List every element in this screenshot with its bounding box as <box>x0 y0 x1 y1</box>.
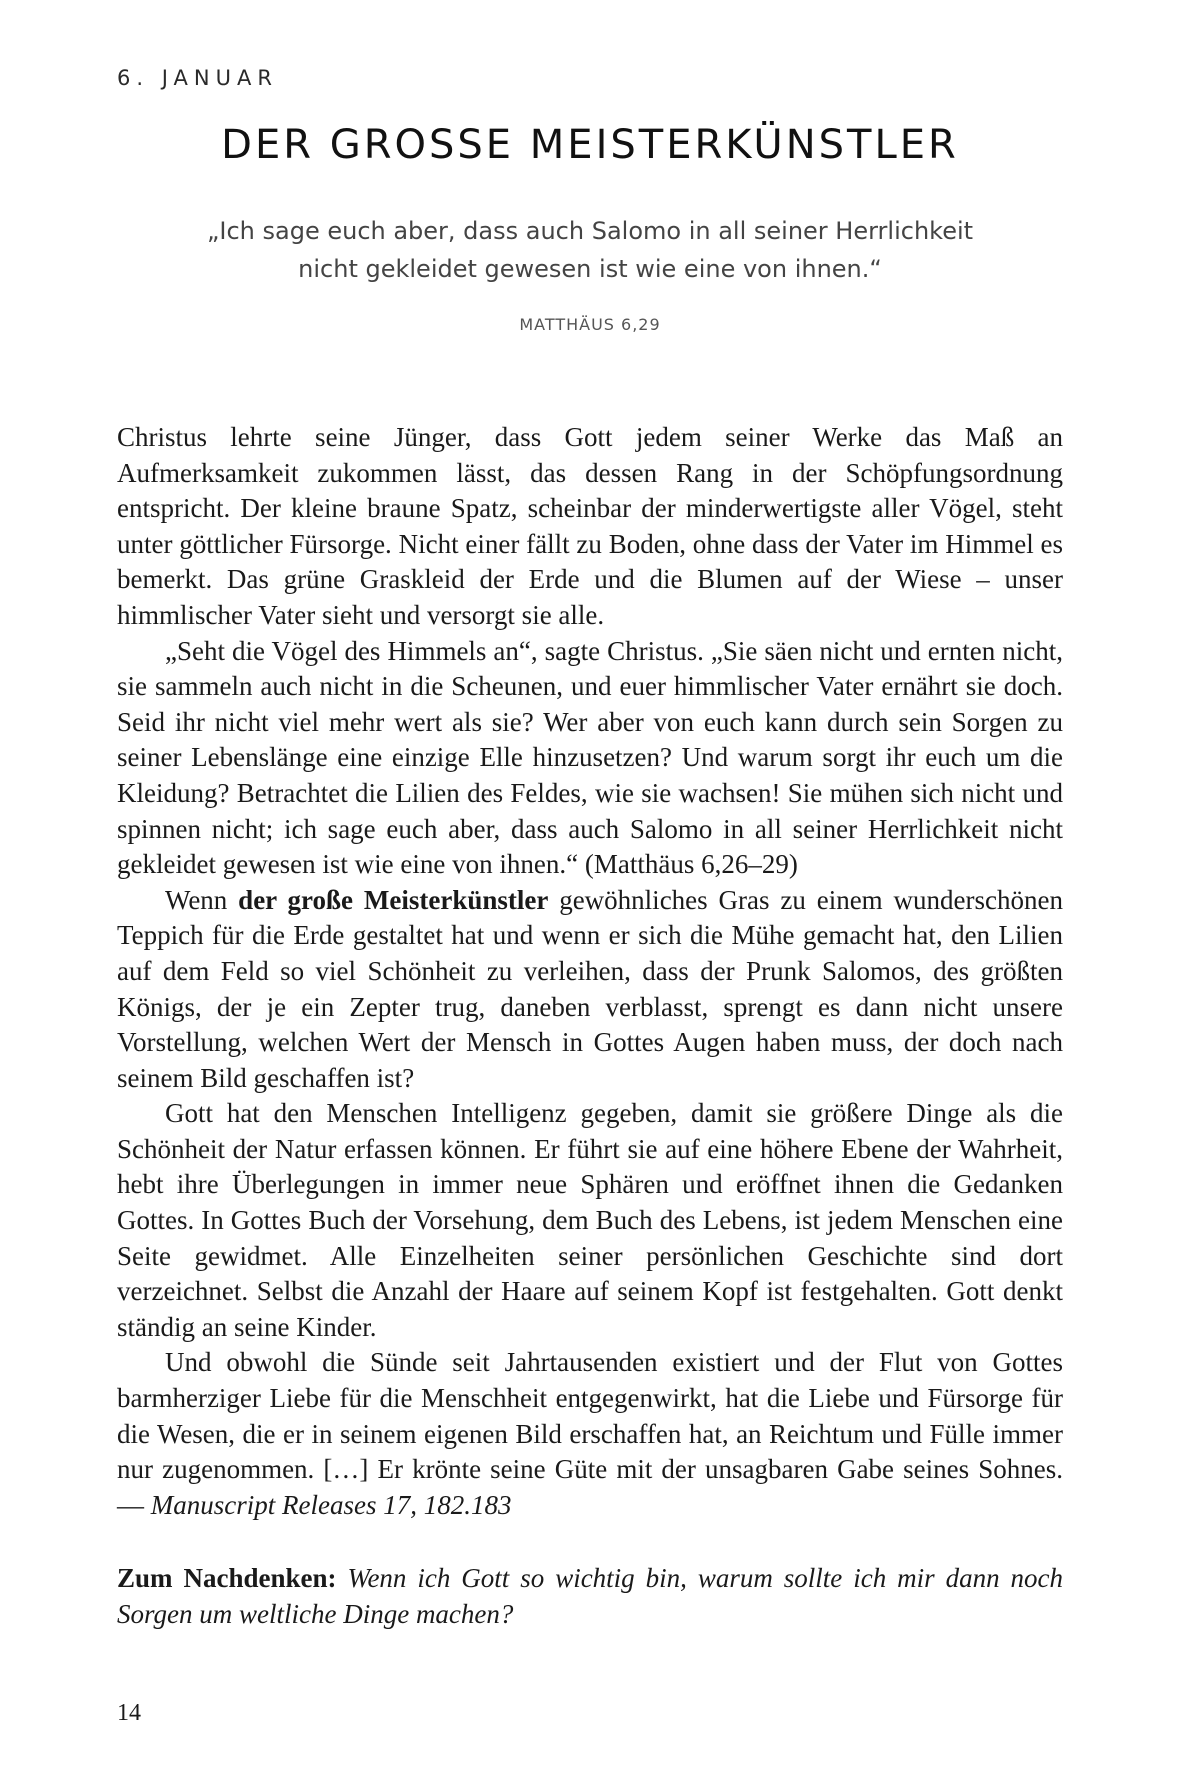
body-text <box>117 420 1063 1523</box>
reflection-label: Zum Nachdenken: <box>117 1563 337 1593</box>
source-citation: Manuscript Releases 17, 182.183 <box>150 1489 512 1520</box>
page-title: DER GROSSE MEISTERKÜNSTLER <box>221 122 959 168</box>
paragraph-5-text: Und obwohl die Sünde seit Jahrtausenden existiert und der Flut von Gottes barmherziger Liebe für die Menschheit entgegenwirkt, hat die Liebe und Fürsorge für die Wesen, die er in seinem eigenen Bild erschaffen hat, an Reichtum und Fülle immer nur zugenommen. […] Er krönte seine Güte mit der unsagbaren Gabe seines Sohnes. — <box>117 1347 1063 1520</box>
paragraph-3-start: Wenn <box>165 884 239 915</box>
paragraph-3 <box>117 883 1063 1097</box>
verse-line-1: „Ich sage euch aber, dass auch Salomo in all seiner Herrlichkeit <box>206 217 974 245</box>
reflection-block <box>117 1561 1063 1632</box>
paragraph-1: Christus lehrte seine Jünger, dass Gott jedem seiner Werke das Maß an Aufmerksamkeit zukommen lässt, das dessen Rang in der Schöpfungsordnung entspricht. Der kleine braune Spatz, scheinbar der minderwertigste aller Vögel, steht unter göttlicher Fürsorge. Nicht einer fällt zu Boden, ohne dass der Vater im Himmel es bemerkt. Das grüne Graskleid der Erde und die Blumen auf der Wiese – unser himmlischer Vater sieht und versorgt sie alle. <box>117 422 1063 630</box>
verse-reference: MATTHÄUS 6,29 <box>519 315 661 334</box>
paragraph-3-emphasis: der große Meisterkünstler <box>238 884 549 915</box>
verse-line-2: nicht gekleidet gewesen ist wie eine von ihnen.“ <box>298 255 882 283</box>
page-number: 14 <box>117 1700 141 1726</box>
reflection-question: Wenn ich Gott so wichtig bin, warum sollte ich mir dann noch Sorgen um weltliche Dinge machen? <box>117 1563 1064 1629</box>
paragraph-2: „Seht die Vögel des Himmels an“, sagte Christus. „Sie säen nicht und ernten nicht, sie sammeln auch nicht in die Scheunen, und euer himmlischer Vater ernährt sie doch. Seid ihr nicht viel mehr wert als sie? Wer aber von euch kann durch sein Sorgen zu seiner Lebenslänge eine einzige Elle hinzusetzen? Und warum sorgt ihr euch um die Kleidung? Betrachtet die Lilien des Feldes, wie sie wachsen! Sie mühen sich nicht und spinnen nicht; ich sage euch aber, dass auch Salomo in all seiner Herrlichkeit nicht gekleidet gewesen ist wie eine von ihnen.“ (Matthäus 6,26–29) <box>117 635 1063 880</box>
paragraph-3-rest: gewöhnliches Gras zu einem wunderschönen Teppich für die Erde gestaltet hat und wenn er sich die Mühe gemacht hat, den Lilien auf dem Feld so viel Schönheit zu verleihen, dass der Prunk Salomos, des größten Königs, der je ein Zepter trug, daneben verblasst, sprengt es dann nicht unsere Vorstellung, welchen Wert der Mensch in Gottes Augen haben muss, der doch nach seinem Bild geschaffen ist? <box>117 884 1063 1093</box>
bible-verse <box>160 212 1020 288</box>
date-heading: 6. JANUAR <box>117 66 278 90</box>
paragraph-4: Gott hat den Menschen Intelligenz gegeben, damit sie größere Dinge als die Schönheit der Natur erfassen können. Er führt sie auf eine höhere Ebene der Wahrheit, hebt ihre Überlegungen in immer neue Sphären und eröffnet ihnen die Gedanken Gottes. In Gottes Buch der Vorsehung, dem Buch des Lebens, ist jedem Menschen eine Seite gewidmet. Alle Einzelheiten seiner persönlichen Geschichte sind dort verzeichnet. Selbst die Anzahl der Haare auf seinem Kopf ist festgehalten. Gott denkt ständig an seine Kinder. <box>117 1098 1063 1342</box>
paragraph-5 <box>117 1345 1063 1523</box>
